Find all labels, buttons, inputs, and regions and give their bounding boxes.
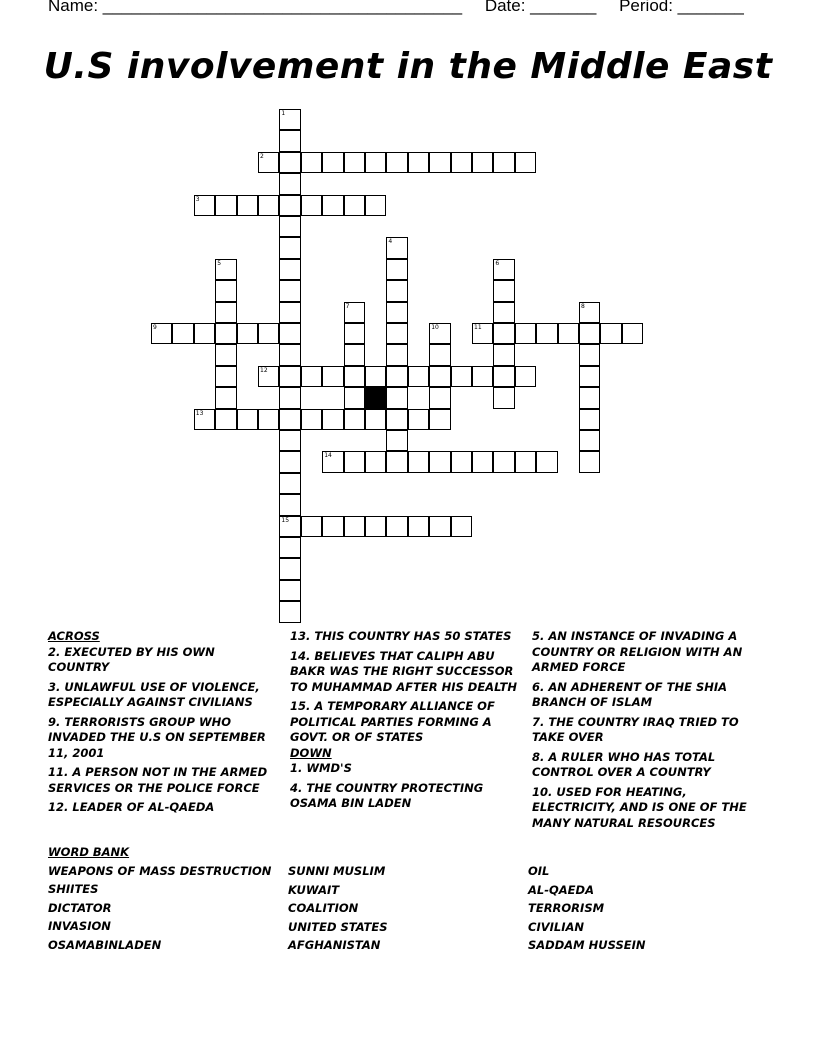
grid-cell[interactable] xyxy=(279,409,300,430)
grid-cell[interactable] xyxy=(301,195,322,216)
grid-cell[interactable] xyxy=(515,451,536,472)
grid-cell[interactable] xyxy=(344,344,365,365)
clues-column-1 xyxy=(48,629,273,820)
grid-cell[interactable] xyxy=(493,451,514,472)
clue-number: 13 xyxy=(195,409,204,417)
grid-cell[interactable] xyxy=(365,516,386,537)
clue-down-6: 6. AN ADHERENT OF THE SHIA BRANCH OF ISLAM xyxy=(532,679,728,709)
grid-cell[interactable] xyxy=(279,130,300,151)
grid-cell[interactable] xyxy=(172,323,193,344)
grid-cell[interactable] xyxy=(365,152,386,173)
clue-number: 15 xyxy=(281,516,290,524)
grid-cell[interactable] xyxy=(472,451,493,472)
grid-cell[interactable] xyxy=(579,409,600,430)
clue-number: 12 xyxy=(260,366,268,374)
grid-cell[interactable] xyxy=(258,323,279,344)
grid-cell[interactable] xyxy=(194,323,215,344)
grid-cell[interactable] xyxy=(279,366,300,387)
word-bank-heading: WORD BANK xyxy=(48,845,130,859)
grid-cell[interactable] xyxy=(429,387,450,408)
grid-cell[interactable] xyxy=(344,409,365,430)
grid-cell[interactable] xyxy=(344,152,365,173)
word-bank-item: CIVILIAN xyxy=(528,919,585,934)
word-bank-item: DICTATOR xyxy=(48,900,112,915)
name-field[interactable]: Name: ______________________________________ xyxy=(48,0,463,15)
grid-cell[interactable] xyxy=(515,323,536,344)
grid-cell[interactable] xyxy=(429,344,450,365)
grid-cell[interactable] xyxy=(279,237,300,258)
grid-cell[interactable] xyxy=(451,152,472,173)
grid-cell[interactable] xyxy=(386,409,407,430)
grid-cell[interactable] xyxy=(344,387,365,408)
across-heading: ACROSS xyxy=(48,629,100,643)
grid-cell[interactable] xyxy=(301,409,322,430)
grid-cell[interactable] xyxy=(386,344,407,365)
grid-cell[interactable] xyxy=(365,451,386,472)
grid-cell[interactable] xyxy=(279,216,300,237)
grid-cell[interactable] xyxy=(279,344,300,365)
clue-number: 8 xyxy=(581,302,585,310)
grid-cell[interactable] xyxy=(322,152,343,173)
grid-cell[interactable] xyxy=(579,387,600,408)
grid-cell[interactable] xyxy=(451,516,472,537)
clue-across-12: 12. LEADER OF AL-QAEDA xyxy=(48,800,215,814)
clue-number: 11 xyxy=(474,324,482,331)
grid-cell[interactable] xyxy=(386,430,407,451)
grid-cell[interactable] xyxy=(472,366,493,387)
clue-number: 2 xyxy=(260,152,264,160)
grid-cell[interactable] xyxy=(408,366,429,387)
word-bank-column-2 xyxy=(288,862,518,955)
clue-number: 5 xyxy=(217,259,222,267)
period-field[interactable]: Period: _______ xyxy=(619,0,744,15)
grid-cell[interactable] xyxy=(322,366,343,387)
grid-cell[interactable] xyxy=(258,409,279,430)
grid-cell[interactable] xyxy=(600,323,621,344)
grid-cell[interactable] xyxy=(279,451,300,472)
grid-cell[interactable] xyxy=(493,280,514,301)
grid-cell[interactable] xyxy=(365,366,386,387)
clue-down-8: 8. A RULER WHO HAS TOTAL CONTROL OVER A COUNTRY xyxy=(532,749,716,779)
word-bank-column-3 xyxy=(528,862,758,955)
grid-cell[interactable] xyxy=(322,195,343,216)
clue-down-1: 1. WMD'S xyxy=(290,761,352,775)
grid-cell[interactable] xyxy=(215,280,236,301)
down-heading: DOWN xyxy=(290,745,332,760)
grid-cell[interactable] xyxy=(386,366,407,387)
grid-cell[interactable] xyxy=(215,387,236,408)
grid-cell[interactable] xyxy=(279,473,300,494)
header-line xyxy=(48,0,762,16)
word-bank-item: COALITION xyxy=(288,901,359,916)
grid-cell[interactable] xyxy=(344,195,365,216)
clue-number: 4 xyxy=(388,238,393,246)
grid-cell[interactable] xyxy=(493,387,514,408)
black-cell xyxy=(365,387,386,408)
grid-cell[interactable] xyxy=(279,580,300,601)
grid-cell[interactable] xyxy=(429,409,450,430)
grid-cell[interactable] xyxy=(429,366,450,387)
page-title: U.S involvement in the Middle East xyxy=(43,46,773,87)
grid-cell[interactable] xyxy=(237,323,258,344)
grid-cell[interactable] xyxy=(386,516,407,537)
grid-cell[interactable] xyxy=(279,430,300,451)
word-bank-item: SHIITES xyxy=(48,882,99,897)
clue-number: 6 xyxy=(495,259,500,267)
grid-cell[interactable] xyxy=(237,195,258,216)
grid-cell[interactable] xyxy=(536,451,557,472)
grid-cell[interactable] xyxy=(451,451,472,472)
grid-cell[interactable] xyxy=(429,516,450,537)
grid-cell[interactable] xyxy=(493,344,514,365)
date-field[interactable]: Date: _______ xyxy=(484,0,597,15)
grid-cell[interactable] xyxy=(322,409,343,430)
grid-cell[interactable] xyxy=(279,173,300,194)
grid-cell[interactable] xyxy=(386,152,407,173)
clue-down-10: 10. USED FOR HEATING, ELECTRICITY, AND IS ONE OF THE MANY NATURAL RESOURCES xyxy=(532,784,747,830)
grid-cell[interactable] xyxy=(579,344,600,365)
grid-cell[interactable] xyxy=(408,516,429,537)
grid-cell[interactable] xyxy=(301,516,322,537)
grid-cell[interactable] xyxy=(536,323,557,344)
grid-cell[interactable] xyxy=(622,323,643,344)
grid-cell[interactable] xyxy=(493,302,514,323)
clue-across-2: 2. EXECUTED BY HIS OWN COUNTRY xyxy=(48,644,215,674)
grid-cell[interactable] xyxy=(279,259,300,280)
grid-cell[interactable] xyxy=(386,280,407,301)
grid-cell[interactable] xyxy=(493,323,514,344)
grid-cell[interactable] xyxy=(472,152,493,173)
grid-cell[interactable] xyxy=(515,152,536,173)
grid-cell[interactable] xyxy=(258,195,279,216)
grid-cell[interactable] xyxy=(386,323,407,344)
grid-cell[interactable] xyxy=(386,302,407,323)
grid-cell[interactable] xyxy=(279,195,300,216)
grid-cell[interactable] xyxy=(515,366,536,387)
word-bank-item: OSAMABINLADEN xyxy=(48,937,162,952)
clue-number: 14 xyxy=(324,452,332,460)
clue-number: 1 xyxy=(281,110,286,117)
grid-cell[interactable] xyxy=(579,430,600,451)
grid-cell[interactable] xyxy=(429,152,450,173)
grid-cell[interactable] xyxy=(301,366,322,387)
clue-across-3: 3. UNLAWFUL USE OF VIOLENCE, ESPECIALLY AGAINST CIVILIANS xyxy=(48,679,260,709)
clue-down-4: 4. THE COUNTRY PROTECTING OSAMA BIN LADEN xyxy=(290,780,484,810)
clue-across-14: 14. BELIEVES THAT CALIPH ABU BAKR WAS THE RIGHT SUCCESSOR TO MUHAMMAD AFTER HIS DEALTH xyxy=(290,648,517,694)
grid-cell[interactable] xyxy=(365,195,386,216)
grid-cell[interactable] xyxy=(215,409,236,430)
grid-cell[interactable] xyxy=(237,409,258,430)
clue-number: 10 xyxy=(431,324,439,331)
grid-cell[interactable] xyxy=(215,195,236,216)
grid-cell[interactable] xyxy=(279,494,300,515)
grid-cell[interactable] xyxy=(279,302,300,323)
grid-cell[interactable] xyxy=(386,387,407,408)
word-bank-item: UNITED STATES xyxy=(288,919,388,934)
grid-cell[interactable] xyxy=(408,451,429,472)
grid-cell[interactable] xyxy=(451,366,472,387)
grid-cell[interactable] xyxy=(215,323,236,344)
grid-cell[interactable] xyxy=(344,366,365,387)
word-bank-item: WEAPONS OF MASS DESTRUCTION xyxy=(48,863,272,878)
word-bank-item: AFGHANISTAN xyxy=(288,938,381,953)
grid-cell[interactable] xyxy=(344,451,365,472)
grid-cell[interactable] xyxy=(279,387,300,408)
grid-cell[interactable] xyxy=(558,323,579,344)
grid-cell[interactable] xyxy=(408,409,429,430)
grid-cell[interactable] xyxy=(279,558,300,579)
grid-cell[interactable] xyxy=(344,323,365,344)
grid-cell[interactable] xyxy=(344,516,365,537)
clue-down-7: 7. THE COUNTRY IRAQ TRIED TO TAKE OVER xyxy=(532,714,739,744)
clue-across-9: 9. TERRORISTS GROUP WHO INVADED THE U.S ON SEPTEMBER 11, 2001 xyxy=(48,714,266,760)
grid-cell[interactable] xyxy=(365,409,386,430)
word-bank-item: INVASION xyxy=(48,919,111,934)
grid-cell[interactable] xyxy=(279,280,300,301)
grid-cell[interactable] xyxy=(493,152,514,173)
clue-across-13: 13. THIS COUNTRY HAS 50 STATES xyxy=(290,629,512,643)
clue-number: 3 xyxy=(195,195,200,203)
word-bank-item: OIL xyxy=(528,864,550,878)
grid-cell[interactable] xyxy=(579,323,600,344)
clue-across-15: 15. A TEMPORARY ALLIANCE OF POLITICAL PARTIES FORMING A GOVT. OR OF STATES xyxy=(290,699,495,744)
word-bank-item: TERRORISM xyxy=(528,901,605,916)
grid-cell[interactable] xyxy=(215,344,236,365)
clue-across-11: 11. A PERSON NOT IN THE ARMED SERVICES OR THE POLICE FORCE xyxy=(48,765,268,795)
grid-cell[interactable] xyxy=(429,451,450,472)
word-bank-item: AL-QAEDA xyxy=(528,882,594,897)
clues-column-2 xyxy=(290,629,522,816)
clue-number: 9 xyxy=(153,324,157,331)
grid-cell[interactable] xyxy=(322,516,343,537)
grid-cell[interactable] xyxy=(301,152,322,173)
grid-cell[interactable] xyxy=(279,537,300,558)
word-bank-item: SUNNI MUSLIM xyxy=(288,864,386,878)
grid-cell[interactable] xyxy=(279,152,300,173)
grid-cell[interactable] xyxy=(579,366,600,387)
grid-cell[interactable] xyxy=(386,451,407,472)
word-bank-column-1 xyxy=(48,843,278,955)
grid-cell[interactable] xyxy=(215,366,236,387)
clues-column-3 xyxy=(532,629,757,835)
grid-cell[interactable] xyxy=(279,601,300,622)
grid-cell[interactable] xyxy=(279,323,300,344)
word-bank-item: SADDAM HUSSEIN xyxy=(528,938,646,953)
grid-cell[interactable] xyxy=(493,366,514,387)
grid-cell[interactable] xyxy=(408,152,429,173)
clue-number: 7 xyxy=(345,302,350,310)
grid-cell[interactable] xyxy=(579,451,600,472)
grid-cell[interactable] xyxy=(386,259,407,280)
grid-cell[interactable] xyxy=(215,302,236,323)
word-bank-item: KUWAIT xyxy=(288,882,340,897)
clue-down-5: 5. AN INSTANCE OF INVADING A COUNTRY OR RELIGION WITH AN ARMED FORCE xyxy=(532,629,743,674)
